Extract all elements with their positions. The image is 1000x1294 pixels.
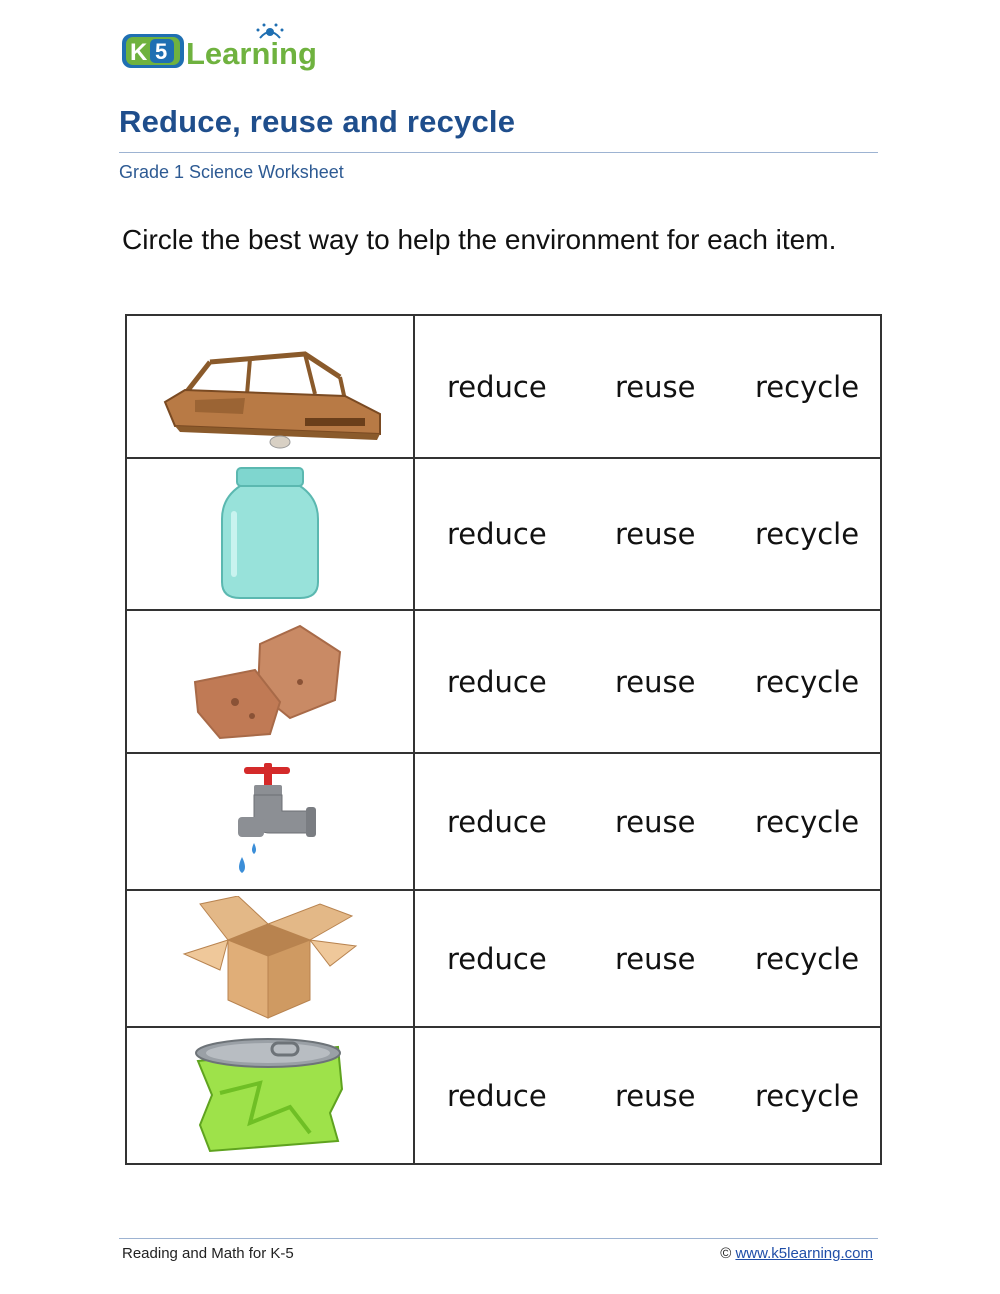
table-row [126, 753, 881, 890]
option-reduce[interactable]: reduce [447, 517, 547, 551]
item-picture-cell [126, 1027, 414, 1164]
item-picture-cell [126, 610, 414, 753]
options-cell [414, 458, 881, 610]
k5-logo-icon [120, 22, 335, 77]
option-reduce[interactable]: reduce [447, 804, 547, 839]
option-recycle[interactable]: recycle [755, 517, 860, 551]
item-picture-cell [126, 458, 414, 610]
option-recycle[interactable]: recycle [755, 804, 860, 839]
svg-text:K: K [130, 39, 148, 66]
option-reuse[interactable]: reuse [615, 369, 696, 404]
item-picture-cell [126, 315, 414, 458]
option-reduce[interactable]: reduce [447, 369, 547, 404]
page-subtitle: Grade 1 Science Worksheet [119, 162, 344, 182]
website-link[interactable]: www.k5learning.com [735, 1245, 873, 1262]
instruction-text: Circle the best way to help the environment for each item. [122, 224, 837, 255]
k5-learning-logo [120, 22, 335, 77]
page-title: Reduce, reuse and recycle [119, 104, 516, 139]
item-picture-cell [126, 753, 414, 890]
crushed-can-icon [190, 1033, 350, 1158]
worksheet-table [125, 314, 882, 1165]
glass-jar-icon [210, 464, 330, 604]
option-reuse[interactable]: reuse [615, 941, 696, 976]
option-reuse[interactable]: reuse [615, 517, 696, 551]
cardboard-box-icon [180, 896, 360, 1021]
option-recycle[interactable]: recycle [755, 941, 860, 976]
table-row [126, 1027, 881, 1164]
option-reduce[interactable]: reduce [447, 1078, 547, 1113]
option-reduce[interactable]: reduce [447, 941, 547, 976]
options-cell [414, 315, 881, 458]
item-picture-cell [126, 890, 414, 1027]
header-divider [119, 152, 878, 153]
options-cell [414, 753, 881, 890]
dripping-tap-icon [220, 759, 320, 884]
option-recycle[interactable]: recycle [755, 1078, 860, 1113]
table-row [126, 610, 881, 753]
options-cell [414, 1027, 881, 1164]
footer-copyright [720, 1245, 873, 1262]
svg-text:Learning: Learning [186, 36, 317, 71]
option-reuse[interactable]: reuse [615, 664, 696, 699]
option-recycle[interactable]: recycle [755, 369, 860, 404]
option-reuse[interactable]: reuse [615, 804, 696, 839]
options-cell [414, 610, 881, 753]
option-recycle[interactable]: recycle [755, 664, 860, 699]
table-row [126, 458, 881, 610]
footer-divider [119, 1238, 878, 1239]
table-row [126, 890, 881, 1027]
options-cell [414, 890, 881, 1027]
table-row [126, 315, 881, 458]
old-car-icon [155, 322, 385, 452]
option-reduce[interactable]: reduce [447, 664, 547, 699]
svg-text:5: 5 [155, 39, 168, 64]
option-reuse[interactable]: reuse [615, 1078, 696, 1113]
egg-carton-icon [190, 622, 350, 742]
footer-tagline: Reading and Math for K-5 [122, 1245, 294, 1262]
copyright-symbol: © [720, 1245, 732, 1262]
